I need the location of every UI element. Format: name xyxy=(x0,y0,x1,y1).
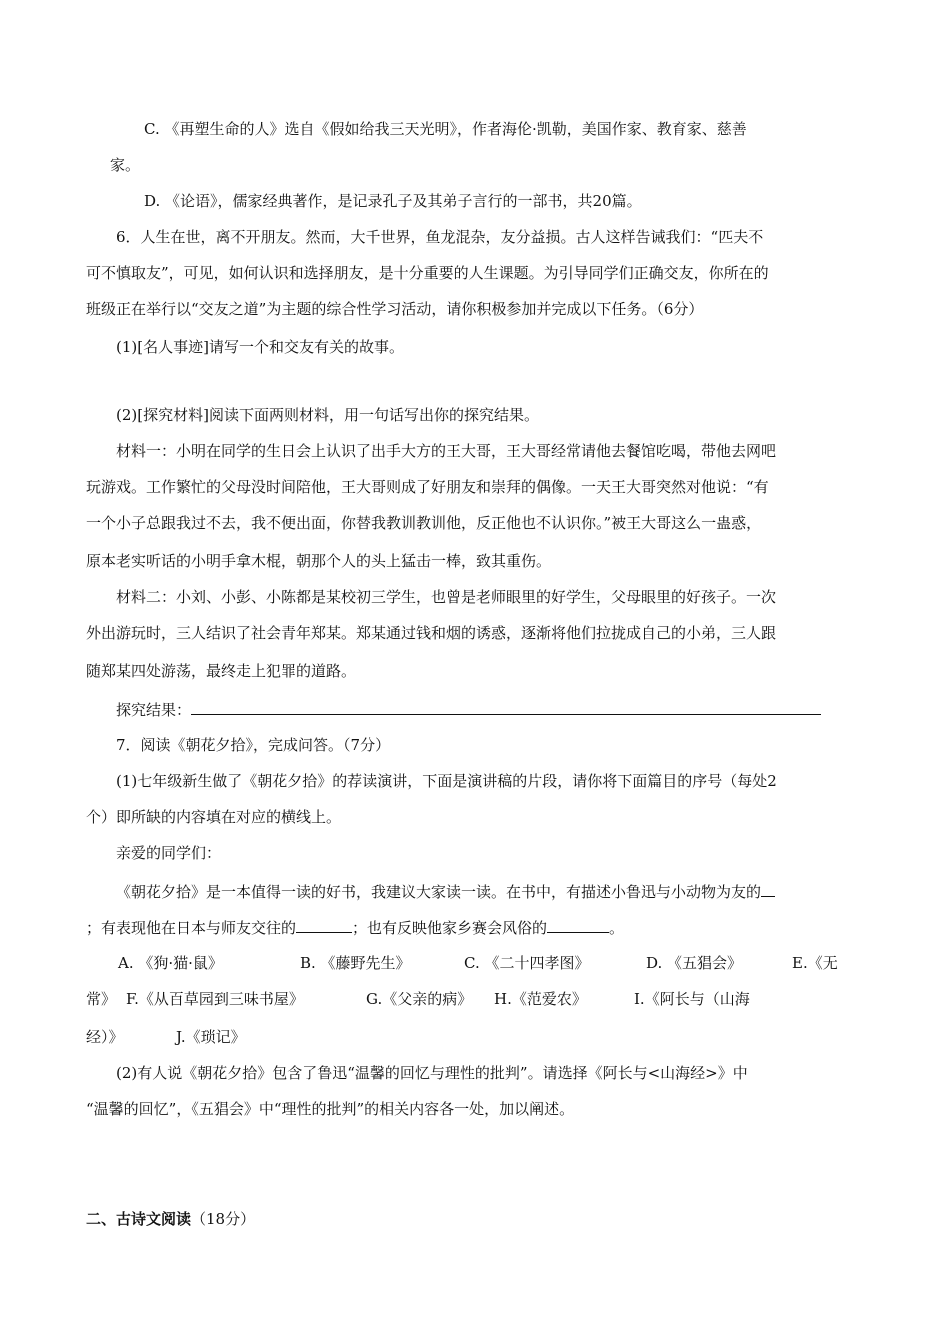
q7-option-c: C. 《二十四孝图》 xyxy=(464,954,590,972)
q6-stem-line3: 班级正在举行以“交友之道”为主题的综合性学习活动，请你积极参加并完成以下任务。（6分） xyxy=(86,300,704,318)
q6-result-label: 探究结果： xyxy=(116,701,192,719)
q7-speech-text2c: 。 xyxy=(609,919,625,937)
q7-speech-text1: 《朝花夕拾》是一本值得一读的好书，我建议大家读一读。在书中，有描述小鲁迅与小动物为友的 xyxy=(116,883,762,901)
q6-material1-line1: 材料一：小明在同学的生日会上认识了出手大方的王大哥，王大哥经常请他去餐馆吃喝，带他去网吧 xyxy=(116,442,777,460)
q7-sub1-line1: (1)七年级新生做了《朝花夕拾》的荐读演讲，下面是演讲稿的片段，请你将下面篇目的序号（每处2 xyxy=(116,772,777,790)
q7-speech-line1 xyxy=(116,880,775,903)
q6-stem-line2: 可不慎取友”，可见，如何认识和选择朋友，是十分重要的人生课题。为引导同学们正确交友，你所在的 xyxy=(86,264,769,282)
q7-option-a: A. 《狗·猫·鼠》 xyxy=(118,954,223,972)
q7-blank-animals[interactable] xyxy=(761,880,775,897)
q6-material1-line3: 一个小子总跟我过不去，我不便出面，你替我教训教训他，反正他也不认识你。”被王大哥这么一蛊惑， xyxy=(86,514,762,532)
q7-option-j: J.《琐记》 xyxy=(176,1028,246,1046)
q7-speech-text2a: ；有表现他在日本与师友交往的 xyxy=(86,919,297,937)
q7-option-i: I.《阿长与（山海 xyxy=(634,990,750,1008)
q7-option-e-cont: 常》 xyxy=(86,990,117,1008)
q6-material2-line1: 材料二：小刘、小彭、小陈都是某校初三学生，也曾是老师眼里的好学生，父母眼里的好孩子。一次 xyxy=(116,588,777,606)
q7-option-f: F.《从百草园到三味书屋》 xyxy=(126,990,304,1008)
q7-option-b: B. 《藤野先生》 xyxy=(300,954,411,972)
q7-option-g: G.《父亲的病》 xyxy=(366,990,473,1008)
q5-option-c-line2: 家。 xyxy=(110,156,141,174)
q6-material1-line2: 玩游戏。工作繁忙的父母没时间陪他，王大哥则成了好朋友和崇拜的偶像。一天王大哥突然对他说：“有 xyxy=(86,478,769,496)
q6-stem-line1: 6．人生在世，离不开朋友。然而，大千世界，鱼龙混杂，友分益损。古人这样告诫我们：“匹夫不 xyxy=(116,228,764,246)
q6-result-row xyxy=(116,698,821,721)
q6-sub1: (1)[名人事迹]请写一个和交友有关的故事。 xyxy=(116,338,404,356)
q7-speech-text2b: ；也有反映他家乡赛会风俗的 xyxy=(352,919,548,937)
q7-option-d: D. 《五猖会》 xyxy=(646,954,743,972)
q7-title: 7．阅读《朝花夕拾》，完成问答。（7分） xyxy=(116,736,391,754)
q7-blank-japan[interactable] xyxy=(296,916,352,933)
q7-option-h: H.《范爱农》 xyxy=(494,990,587,1008)
q6-result-blank[interactable] xyxy=(191,698,821,715)
section2-title: 二、古诗文阅读 xyxy=(86,1210,192,1228)
q7-option-i-cont: 经）》 xyxy=(86,1028,124,1046)
q7-speech-line2 xyxy=(86,916,624,939)
q6-material2-line3: 随郑某四处游荡，最终走上犯罪的道路。 xyxy=(86,662,357,680)
section2-score: （18分） xyxy=(191,1210,256,1228)
q7-greeting: 亲爱的同学们： xyxy=(116,844,222,862)
q6-sub2: (2)[探究材料]阅读下面两则材料，用一句话写出你的探究结果。 xyxy=(116,406,539,424)
q6-material2-line2: 外出游玩时，三人结识了社会青年郑某。郑某通过钱和烟的诱惑，逐渐将他们拉拢成自己的小弟，三人跟 xyxy=(86,624,777,642)
q7-option-e: E.《无 xyxy=(792,954,838,972)
q7-blank-festival[interactable] xyxy=(547,916,609,933)
q5-option-d: D. 《论语》，儒家经典著作，是记录孔子及其弟子言行的一部书，共20篇。 xyxy=(144,192,642,210)
q7-sub2-line2: “温馨的回忆”，《五猖会》中“理性的批判”的相关内容各一处，加以阐述。 xyxy=(86,1100,575,1118)
q7-sub1-line2: 个）即所缺的内容填在对应的横线上。 xyxy=(86,808,342,826)
q7-sub2-line1: (2)有人说《朝花夕拾》包含了鲁迅“温馨的回忆与理性的批判”。请选择《阿长与<山海经>》中 xyxy=(116,1064,748,1082)
q5-option-c-line1: C. 《再塑生命的人》选自《假如给我三天光明》，作者海伦·凯勒，美国作家、教育家、慈善 xyxy=(144,120,747,138)
section2-heading xyxy=(86,1208,255,1230)
q6-material1-line4: 原本老实听话的小明手拿木棍，朝那个人的头上猛击一棒，致其重伤。 xyxy=(86,552,552,570)
